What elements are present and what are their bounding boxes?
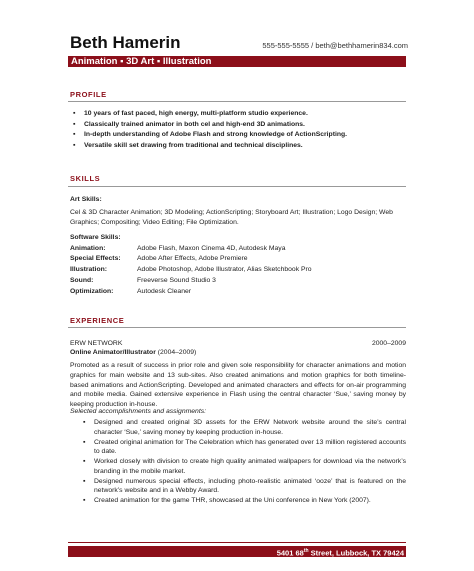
- software-value: Freeverse Sound Studio 3: [137, 277, 216, 284]
- list-item: ▪ Created animation for the game THR, showcased at the Uni conference in New York (2007).: [80, 496, 406, 506]
- profile-rule: [68, 101, 406, 102]
- software-label: Animation:: [70, 245, 106, 252]
- list-item: ▪ Created original animation for The Celebration which has generated over 13 million registered accounts to date.: [80, 438, 406, 457]
- list-item: ▪ Designed and created original 3D assets for the ERW Network website around the site’s central character ‘Sue,’ saving money by keeping production in-house.: [80, 418, 406, 437]
- address-number: 5401 68: [276, 548, 304, 558]
- candidate-name: Beth Hamerin: [70, 33, 181, 52]
- list-item: ▪ Classically trained animator in both cel and high-end 3D animations.: [70, 120, 410, 131]
- list-item: ▪ Worked closely with division to create high quality animated wallpapers for download via the network’s branding in the mobile market.: [80, 457, 406, 476]
- experience-rule: [68, 327, 406, 328]
- list-item: ▪ In-depth understanding of Adobe Flash and strong knowledge of ActionScripting.: [70, 130, 410, 141]
- art-skills-heading: Art Skills:: [70, 196, 102, 203]
- footer-address: [277, 546, 404, 559]
- list-item: ▪ Designed numerous special effects, including photo-realistic animated ‘ooze’ that is featured on the network’s website and in a Webby Award.: [80, 477, 406, 496]
- accomplishments-list: [80, 418, 406, 506]
- profile-list: [70, 109, 410, 151]
- profile-heading: PROFILE: [70, 90, 107, 99]
- job-title-dates: (2004–2009): [157, 349, 197, 356]
- art-skills-text: Cel & 3D Character Animation; 3D Modeling; ActionScripting; Storyboard Art; Illustration; Logo Design; Web Graphics; Compositing; Video Editing; File Optimization.: [70, 209, 393, 226]
- software-value: Autodesk Cleaner: [137, 288, 192, 295]
- contact-info: 555-555-5555 / beth@bethhamerin834.com: [262, 41, 408, 50]
- software-label: Optimization:: [70, 288, 114, 295]
- software-label: Special Effects:: [70, 255, 121, 262]
- experience-heading: EXPERIENCE: [70, 316, 125, 325]
- job-summary: Promoted as a result of success in prior role and given sole responsibility for character animations and motion graphics for main website and 13 sub-sites. Also created animations and motion graphics for both timeline-based animations and ActionScripting. Developed and animated characters and effects for on-air programming and mobile media. Gained extensive experience in Flash using the central character ‘Sue,’ saving money by keeping production in-house.: [70, 362, 406, 409]
- address-suffix: th: [303, 548, 309, 554]
- title-banner-text: Animation ▪ 3D Art ▪ Illustration: [71, 56, 212, 67]
- accomplishments-label: Selected accomplishments and assignments:: [70, 408, 207, 415]
- list-item: ▪ 10 years of fast paced, high energy, multi-platform studio experience.: [70, 109, 410, 120]
- software-label: Illustration:: [70, 266, 108, 273]
- software-label: Sound:: [70, 277, 94, 284]
- job-title-line: [70, 349, 196, 356]
- skills-heading: SKILLS: [70, 174, 101, 183]
- software-value: Adobe Photoshop, Adobe Illustrator, Alias Sketchbook Pro: [137, 266, 312, 273]
- footer-rule: [68, 542, 406, 543]
- employment-dates: 2000–2009: [371, 340, 406, 347]
- list-item: ▪ Versatile skill set drawing from traditional and technical disciplines.: [70, 141, 410, 152]
- software-value: Adobe Flash, Maxon Cinema 4D, Autodesk Maya: [137, 245, 286, 252]
- software-skills-heading: Software Skills:: [70, 234, 121, 241]
- address-street: Street, Lubbock, TX 79424: [308, 548, 404, 558]
- job-title: Online Animator/Illustrator: [70, 349, 156, 356]
- company-name: ERW NETWORK: [70, 340, 123, 347]
- skills-rule: [68, 186, 406, 187]
- software-value: Adobe After Effects, Adobe Premiere: [137, 255, 248, 262]
